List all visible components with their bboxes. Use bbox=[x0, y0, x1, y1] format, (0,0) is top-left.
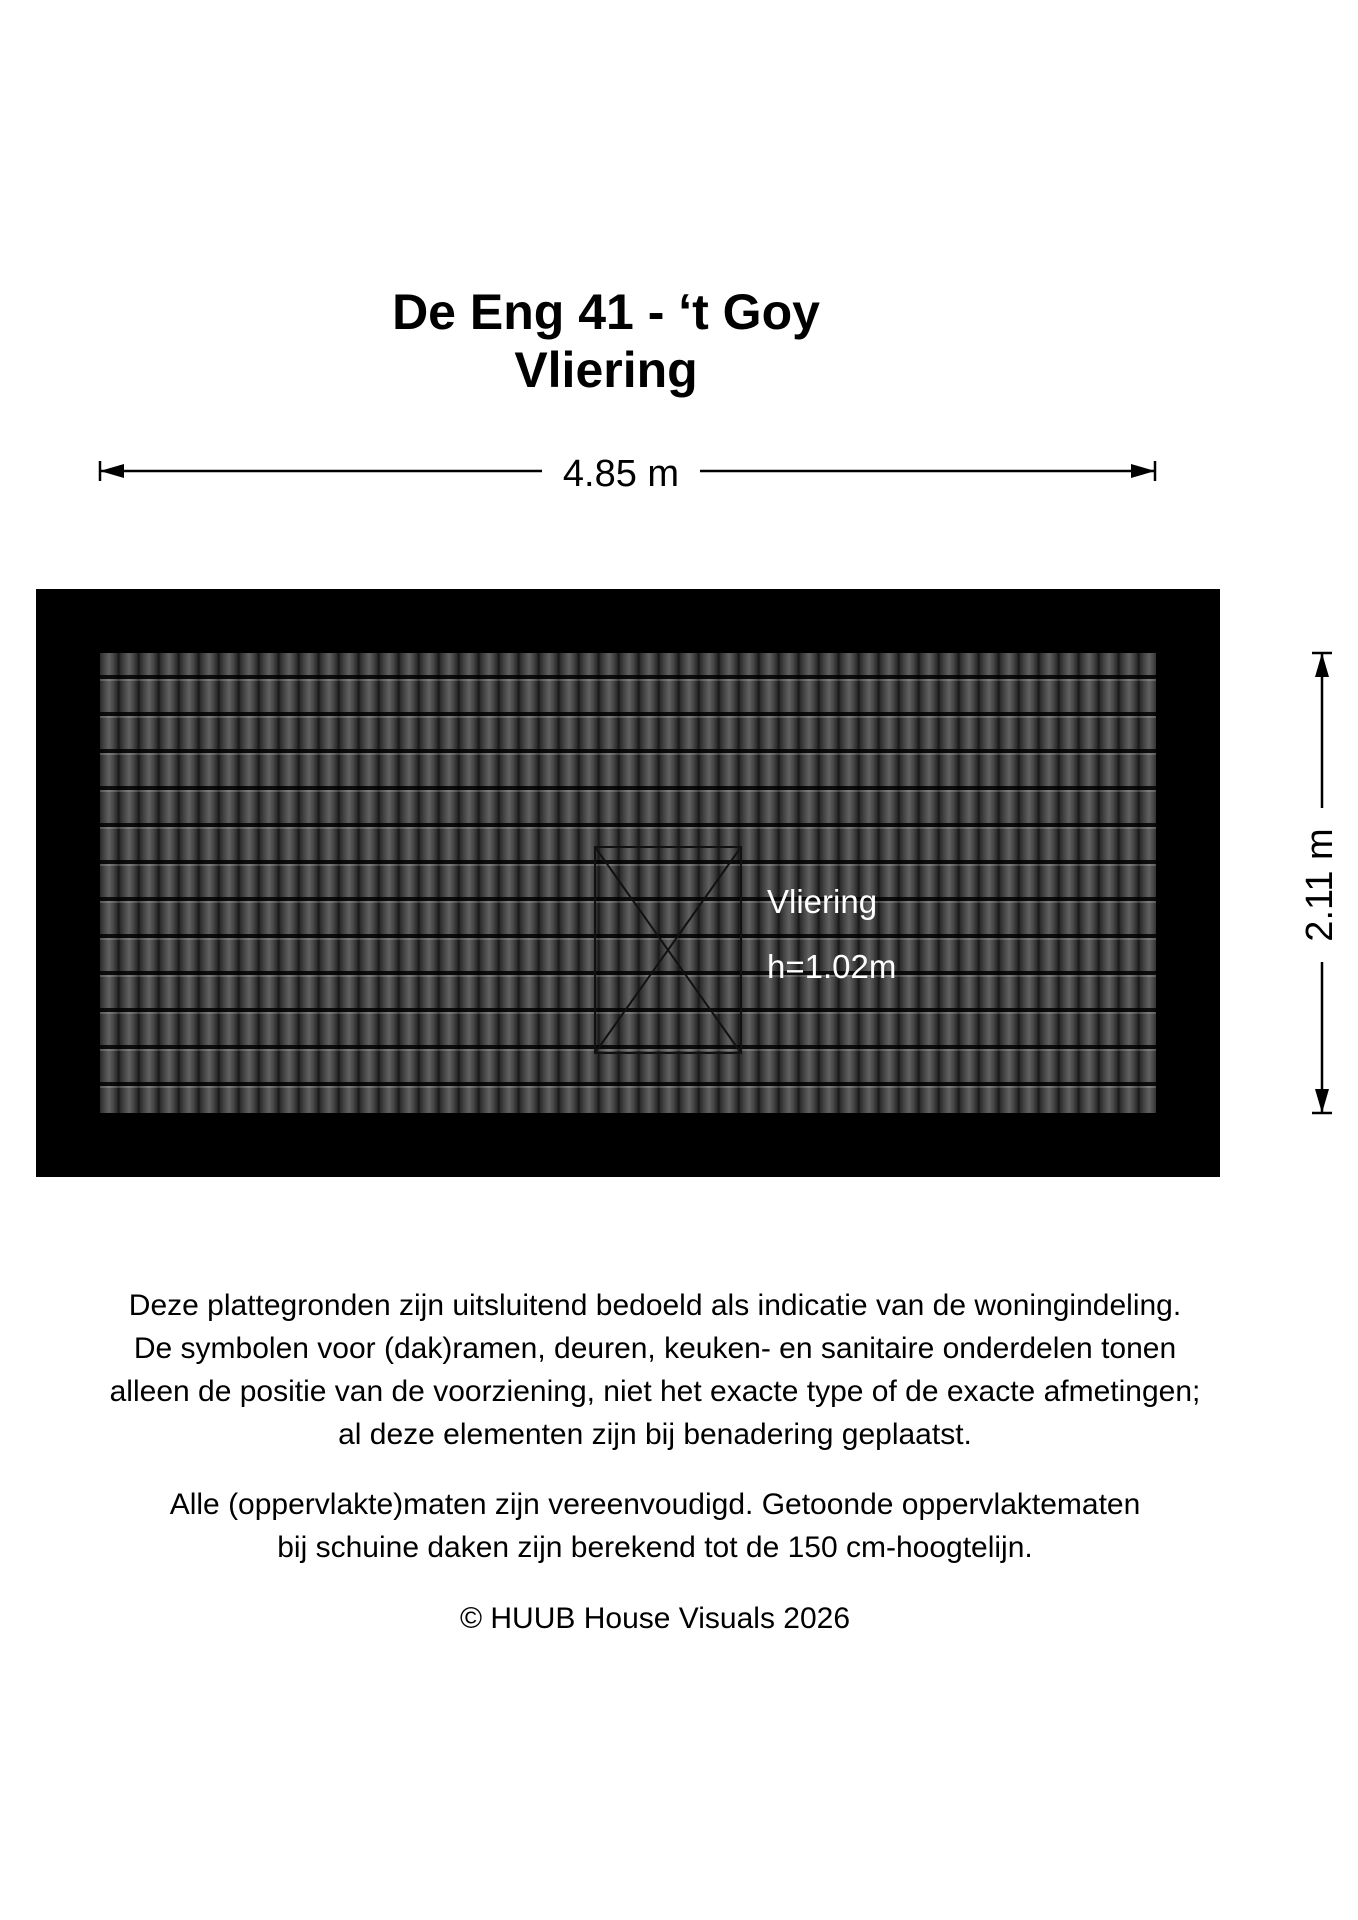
room-height: h=1.02m bbox=[767, 948, 897, 985]
disclaimer-line: alleen de positie van de voorziening, niet het exacte type of de exacte afmetingen; bbox=[109, 1375, 1201, 1408]
address-title: De Eng 41 - ‘t Goy bbox=[392, 284, 820, 340]
disclaimer-line: De symbolen voor (dak)ramen, deuren, keuken- en sanitaire onderdelen tonen bbox=[133, 1332, 1177, 1365]
disclaimer-line: al deze elementen zijn bij benadering geplaatst. bbox=[338, 1418, 972, 1451]
width-label: 4.85 m bbox=[562, 453, 680, 495]
copyright: © HUUB House Visuals 2026 bbox=[459, 1602, 851, 1635]
roof-tiles-area bbox=[100, 653, 1156, 1113]
depth-dimension bbox=[1299, 653, 1341, 1113]
disclaimer-line: Deze plattegronden zijn uitsluitend bedoeld als indicatie van de woningindeling. bbox=[128, 1289, 1182, 1322]
width-dimension bbox=[100, 453, 1155, 495]
depth-label: 2.11 m bbox=[1299, 828, 1342, 942]
hatch-symbol bbox=[594, 846, 742, 1054]
disclaimer-line: bij schuine daken zijn berekend tot de 150 cm-hoogtelijn. bbox=[277, 1531, 1033, 1564]
disclaimer-line: Alle (oppervlakte)maten zijn vereenvoudigd. Getoonde oppervlaktematen bbox=[169, 1488, 1141, 1521]
floor-title: Vliering bbox=[514, 342, 698, 398]
disclaimer bbox=[0, 1284, 1310, 1569]
room-name: Vliering bbox=[767, 883, 878, 920]
floor-plan bbox=[36, 589, 1220, 1177]
